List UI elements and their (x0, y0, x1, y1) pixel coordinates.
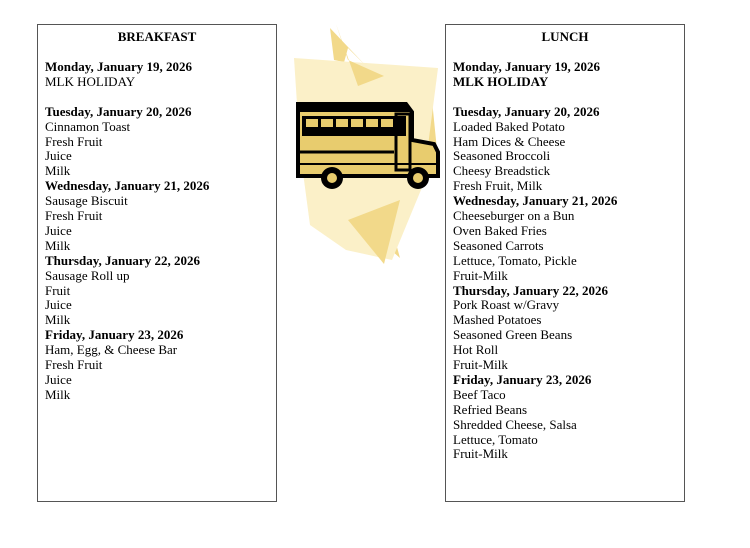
lunch-day-heading: Thursday, January 22, 2026 (453, 282, 608, 298)
breakfast-menu-item: Juice (45, 371, 72, 387)
lunch-menu-item: Beef Taco (453, 386, 506, 402)
lunch-menu-item: Loaded Baked Potato (453, 118, 565, 134)
lunch-menu-item: Fruit-Milk (453, 267, 508, 283)
breakfast-menu-item: Milk (45, 163, 71, 179)
lunch-day-heading: Wednesday, January 21, 2026 (453, 193, 618, 209)
breakfast-menu-item: Sausage Roll up (45, 267, 130, 283)
breakfast-menu-item: Cinnamon Toast (45, 118, 131, 134)
breakfast-day-heading: Thursday, January 22, 2026 (45, 252, 200, 268)
breakfast-menu-item: Fruit (45, 282, 71, 298)
breakfast-menu-panel (37, 24, 277, 502)
lunch-menu-panel (445, 24, 685, 502)
breakfast-menu-item: Sausage Biscuit (45, 193, 128, 209)
breakfast-menu-item: Juice (45, 222, 72, 238)
lunch-menu-item: Pork Roast w/Gravy (453, 297, 560, 313)
lunch-menu-item: Fruit-Milk (453, 357, 508, 372)
lunch-menu-item: Seasoned Green Beans (453, 327, 573, 343)
breakfast-day-heading: Tuesday, January 20, 2026 (45, 103, 192, 119)
school-bus-clipart (288, 20, 443, 265)
breakfast-menu-item: Juice (45, 148, 72, 164)
lunch-menu-item: Mashed Potatoes (453, 312, 542, 328)
lunch-menu-item: Shredded Cheese, Salsa (453, 416, 577, 432)
breakfast-menu-item: Fresh Fruit (45, 133, 103, 149)
lunch-menu-item: Fruit-Milk (453, 446, 508, 462)
breakfast-menu-item: Milk (45, 312, 71, 328)
lunch-menu-item: Hot Roll (453, 342, 499, 358)
breakfast-day-heading: Wednesday, January 21, 2026 (45, 178, 210, 194)
lunch-menu-item: Oven Baked Fries (453, 222, 547, 238)
breakfast-day-heading: Monday, January 19, 2026 (45, 59, 192, 74)
lunch-menu-item: Ham Dices & Cheese (453, 133, 566, 149)
lunch-day-heading: Monday, January 19, 2026 (453, 59, 600, 74)
breakfast-menu-item: Ham, Egg, & Cheese Bar (45, 342, 178, 358)
lunch-menu-item: Seasoned Broccoli (453, 148, 551, 164)
lunch-menu-item: Lettuce, Tomato, Pickle (453, 252, 577, 268)
lunch-day-heading: Friday, January 23, 2026 (453, 371, 592, 387)
lunch-day-heading: Tuesday, January 20, 2026 (453, 103, 600, 119)
breakfast-menu-item: Fresh Fruit (45, 208, 103, 223)
breakfast-menu-item: Fresh Fruit (45, 357, 103, 372)
lunch-menu-item: Fresh Fruit, Milk (453, 178, 543, 194)
lunch-menu-item: Seasoned Carrots (453, 237, 544, 253)
breakfast-menu-item: Milk (45, 386, 71, 402)
breakfast-day-heading: Friday, January 23, 2026 (45, 327, 184, 343)
breakfast-menu-item: Juice (45, 297, 72, 313)
lunch-menu-item: Lettuce, Tomato (453, 431, 538, 447)
lunch-menu-item: Refried Beans (453, 401, 528, 417)
lunch-menu-item: Cheesy Breadstick (453, 163, 551, 179)
lunch-title: LUNCH (541, 29, 589, 44)
lunch-day-heading: MLK HOLIDAY (453, 73, 549, 89)
lunch-menu-item: Cheeseburger on a Bun (453, 208, 575, 223)
breakfast-menu-item: Milk (45, 237, 71, 253)
breakfast-title: BREAKFAST (117, 29, 197, 44)
breakfast-menu-item: MLK HOLIDAY (45, 73, 136, 89)
